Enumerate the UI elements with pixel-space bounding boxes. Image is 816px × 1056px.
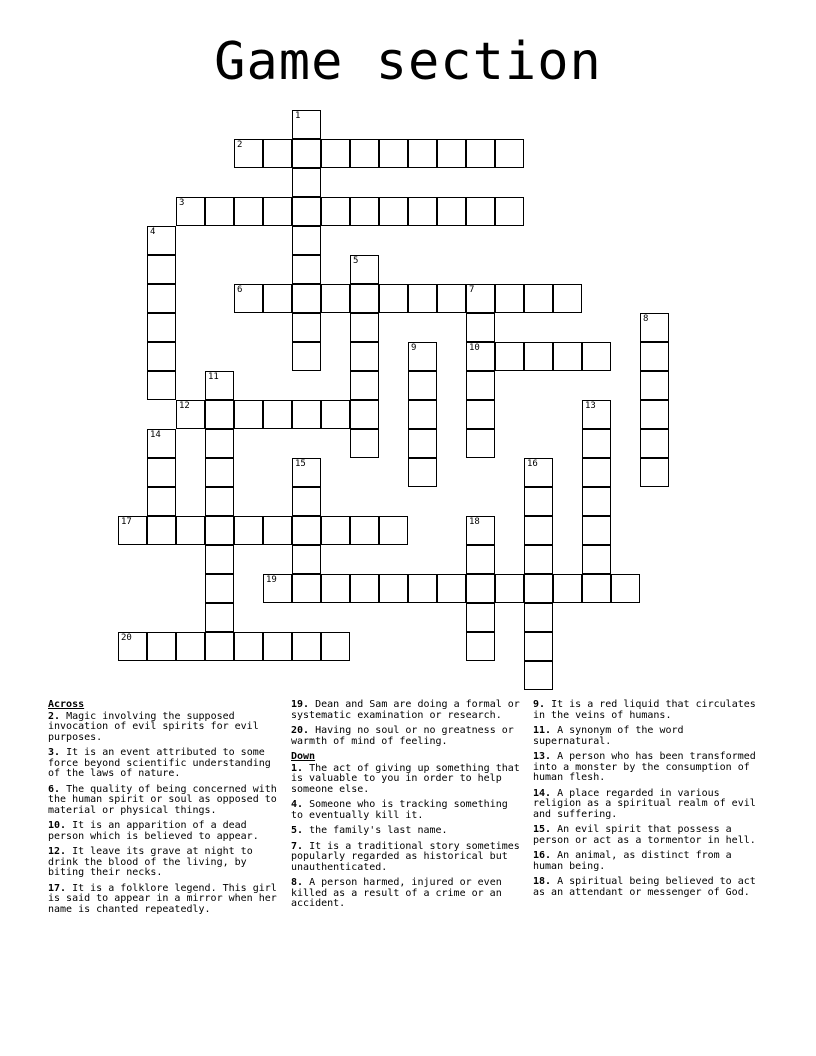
grid-cell[interactable] (205, 574, 234, 603)
grid-cell[interactable] (205, 487, 234, 516)
clue-number: 3. (48, 747, 61, 758)
clue-text: Someone who is tracking something to eventually kill it. (291, 799, 508, 821)
clue-item (533, 700, 765, 721)
grid-cell[interactable] (379, 197, 408, 226)
clue-text: It is a traditional story sometimes popularly regarded as historical but unauthenticated. (291, 840, 520, 873)
grid-cell[interactable] (408, 342, 437, 371)
grid-cell[interactable] (524, 545, 553, 574)
clue-item (291, 764, 521, 796)
down-heading: Down (291, 751, 316, 762)
cell-number: 20 (121, 633, 132, 643)
clue-text: the family's last name. (309, 825, 448, 836)
grid-cell[interactable] (495, 284, 524, 313)
grid-cell[interactable] (495, 139, 524, 168)
grid-cell[interactable] (321, 574, 350, 603)
grid-cell[interactable] (205, 400, 234, 429)
grid-cell[interactable] (292, 545, 321, 574)
clue-item (291, 700, 521, 721)
clue-text: A spiritual being believed to act as an attendant or messenger of God. (533, 876, 756, 898)
cell-number: 11 (208, 372, 219, 382)
grid-cell[interactable] (292, 168, 321, 197)
clue-text: A person who has been transformed into a monster by the consumption of human flesh. (533, 751, 756, 783)
grid-cell[interactable] (466, 400, 495, 429)
cell-number: 10 (469, 343, 480, 353)
grid-cell[interactable] (350, 255, 379, 284)
grid-cell[interactable] (321, 284, 350, 313)
grid-cell[interactable] (466, 516, 495, 545)
grid-cell[interactable] (147, 516, 176, 545)
grid-cell[interactable] (176, 197, 205, 226)
grid-cell[interactable] (350, 574, 379, 603)
grid-cell[interactable] (350, 400, 379, 429)
grid-cell[interactable] (524, 458, 553, 487)
grid-cell[interactable] (640, 313, 669, 342)
clue-text: Dean and Sam are doing a formal or systematic examination or research. (291, 699, 520, 721)
clue-number: 11. (533, 725, 552, 736)
clue-text: It is a red liquid that circulates in the veins of humans. (533, 699, 756, 721)
grid-cell[interactable] (321, 400, 350, 429)
clue-number: 7. (291, 840, 304, 852)
cell-number: 5 (353, 256, 359, 266)
grid-cell[interactable] (263, 516, 292, 545)
grid-cell[interactable] (147, 429, 176, 458)
grid-cell[interactable] (524, 516, 553, 545)
clue-item (533, 789, 765, 821)
grid-cell[interactable] (350, 371, 379, 400)
clue-item (533, 825, 765, 846)
grid-cell[interactable] (582, 429, 611, 458)
grid-cell[interactable] (379, 574, 408, 603)
grid-cell[interactable] (292, 197, 321, 226)
clue-item (291, 826, 521, 837)
grid-cell[interactable] (524, 284, 553, 313)
grid-cell[interactable] (640, 400, 669, 429)
grid-cell[interactable] (350, 139, 379, 168)
grid-cell[interactable] (205, 197, 234, 226)
clue-item (291, 800, 521, 821)
clue-text: A place regarded in various religion as a spiritual realm of evil and suffering. (533, 787, 756, 820)
clue-text: An animal, as distinct from a human being. (533, 850, 732, 872)
grid-cell[interactable] (147, 284, 176, 313)
cell-number: 6 (237, 285, 243, 295)
grid-cell[interactable] (234, 400, 263, 429)
grid-cell[interactable] (234, 284, 263, 313)
cell-number: 17 (121, 517, 132, 527)
cell-number: 12 (179, 401, 190, 411)
grid-cell[interactable] (263, 574, 292, 603)
clue-item (533, 877, 765, 898)
grid-cell[interactable] (147, 458, 176, 487)
grid-cell[interactable] (118, 632, 147, 661)
cell-number: 9 (411, 343, 417, 353)
grid-cell[interactable] (205, 429, 234, 458)
clue-item (48, 785, 280, 817)
grid-cell[interactable] (437, 284, 466, 313)
grid-cell[interactable] (582, 516, 611, 545)
clue-number: 20. (291, 725, 310, 736)
grid-cell[interactable] (321, 632, 350, 661)
grid-cell[interactable] (379, 284, 408, 313)
clue-item (291, 842, 521, 874)
clue-number: 8. (291, 877, 304, 888)
grid-cell[interactable] (640, 342, 669, 371)
grid-cell[interactable] (553, 342, 582, 371)
grid-cell[interactable] (176, 516, 205, 545)
clue-number: 16. (533, 850, 552, 861)
grid-cell[interactable] (292, 632, 321, 661)
grid-cell[interactable] (292, 342, 321, 371)
grid-cell[interactable] (147, 487, 176, 516)
grid-cell[interactable] (466, 545, 495, 574)
clues-column-2 (291, 700, 521, 915)
grid-cell[interactable] (205, 603, 234, 632)
grid-cell[interactable] (408, 284, 437, 313)
clue-item (48, 884, 280, 916)
grid-cell[interactable] (350, 516, 379, 545)
grid-cell[interactable] (321, 197, 350, 226)
grid-cell[interactable] (350, 197, 379, 226)
grid-cell[interactable] (611, 574, 640, 603)
grid-cell[interactable] (263, 632, 292, 661)
grid-cell[interactable] (147, 255, 176, 284)
grid-cell[interactable] (147, 226, 176, 255)
clue-number: 1. (291, 762, 304, 774)
across-heading: Across (48, 699, 85, 710)
grid-cell[interactable] (350, 342, 379, 371)
cell-number: 13 (585, 401, 596, 411)
cell-number: 8 (643, 314, 649, 324)
clue-text: A synonym of the word supernatural. (533, 725, 684, 747)
grid-cell[interactable] (466, 139, 495, 168)
grid-cell[interactable] (640, 371, 669, 400)
grid-cell[interactable] (524, 342, 553, 371)
grid-cell[interactable] (466, 342, 495, 371)
cell-number: 3 (179, 198, 185, 208)
grid-cell[interactable] (147, 313, 176, 342)
clue-number: 13. (533, 751, 552, 762)
clue-number: 6. (48, 783, 61, 795)
clue-text: An evil spirit that possess a person or act as a tormentor in hell. (533, 824, 756, 846)
grid-cell[interactable] (408, 197, 437, 226)
grid-cell[interactable] (292, 487, 321, 516)
grid-cell[interactable] (292, 574, 321, 603)
clue-text: Having no soul or no greatness or warmth of mind of feeling. (291, 725, 514, 747)
cell-number: 2 (237, 140, 243, 150)
clue-number: 5. (291, 825, 304, 836)
grid-cell[interactable] (524, 603, 553, 632)
clue-item (533, 726, 765, 747)
grid-cell[interactable] (408, 139, 437, 168)
grid-cell[interactable] (321, 516, 350, 545)
grid-cell[interactable] (263, 284, 292, 313)
grid-cell[interactable] (582, 545, 611, 574)
grid-cell[interactable] (466, 197, 495, 226)
grid-cell[interactable] (292, 313, 321, 342)
grid-cell[interactable] (495, 342, 524, 371)
clue-text: It is an event attributed to some force beyond scientific understanding of the laws of nature. (48, 747, 271, 779)
grid-cell[interactable] (205, 516, 234, 545)
grid-cell[interactable] (553, 284, 582, 313)
grid-cell[interactable] (292, 284, 321, 313)
grid-cell[interactable] (263, 400, 292, 429)
clue-text: Magic involving the supposed invocation of evil spirits for evil purposes. (48, 710, 259, 743)
grid-cell[interactable] (176, 400, 205, 429)
grid-cell[interactable] (524, 574, 553, 603)
grid-cell[interactable] (437, 139, 466, 168)
grid-cell[interactable] (292, 110, 321, 139)
clue-item (291, 878, 521, 910)
grid-cell[interactable] (234, 516, 263, 545)
grid-cell[interactable] (582, 342, 611, 371)
grid-cell[interactable] (234, 197, 263, 226)
clue-item (533, 752, 765, 784)
grid-cell[interactable] (524, 487, 553, 516)
clue-number: 17. (48, 882, 67, 894)
grid-cell[interactable] (292, 400, 321, 429)
clue-item (48, 748, 280, 780)
clue-number: 9. (533, 699, 546, 710)
clue-number: 15. (533, 824, 552, 835)
grid-cell[interactable] (466, 313, 495, 342)
grid-cell[interactable] (234, 632, 263, 661)
clue-item (48, 847, 280, 879)
grid-cell[interactable] (292, 255, 321, 284)
grid-cell[interactable] (466, 284, 495, 313)
clue-number: 10. (48, 820, 67, 831)
grid-cell[interactable] (350, 313, 379, 342)
grid-cell[interactable] (582, 400, 611, 429)
clue-number: 12. (48, 846, 67, 857)
grid-cell[interactable] (205, 458, 234, 487)
grid-cell[interactable] (292, 226, 321, 255)
grid-cell[interactable] (437, 574, 466, 603)
clue-text: It leave its grave at night to drink the blood of the living, by biting their necks. (48, 846, 253, 878)
grid-cell[interactable] (176, 632, 205, 661)
grid-cell[interactable] (408, 400, 437, 429)
clue-number: 14. (533, 787, 552, 799)
grid-cell[interactable] (147, 342, 176, 371)
grid-cell[interactable] (118, 516, 147, 545)
grid-cell[interactable] (263, 139, 292, 168)
grid-cell[interactable] (495, 574, 524, 603)
grid-cell[interactable] (205, 371, 234, 400)
grid-cell[interactable] (147, 371, 176, 400)
grid-cell[interactable] (408, 458, 437, 487)
clue-text: A person harmed, injured or even killed as a result of a crime or an accident. (291, 877, 502, 909)
cell-number: 14 (150, 430, 161, 440)
cell-number: 15 (295, 459, 306, 469)
clue-text: The act of giving up something that is valuable to you in order to help someone else. (291, 762, 520, 795)
grid-cell[interactable] (582, 458, 611, 487)
clue-text: It is an apparition of a dead person which is believed to appear. (48, 820, 259, 842)
grid-cell[interactable] (234, 139, 263, 168)
grid-cell[interactable] (147, 632, 176, 661)
grid-cell[interactable] (524, 661, 553, 690)
grid-cell[interactable] (205, 545, 234, 574)
clue-item (291, 726, 521, 747)
clue-text: The quality of being concerned with the human spirit or soul as opposed to material or physical things. (48, 783, 277, 816)
clue-text: It is a folklore legend. This girl is said to appear in a mirror when her name is chanted repeatedly. (48, 882, 277, 915)
clue-item (48, 821, 280, 842)
grid-cell[interactable] (466, 603, 495, 632)
clues-column-3 (533, 700, 765, 903)
cell-number: 1 (295, 111, 301, 121)
cell-number: 16 (527, 459, 538, 469)
clue-number: 19. (291, 699, 310, 710)
grid-cell[interactable] (408, 429, 437, 458)
cell-number: 7 (469, 285, 475, 295)
clue-item (48, 712, 280, 744)
cell-number: 19 (266, 575, 277, 585)
grid-cell[interactable] (408, 574, 437, 603)
grid-cell[interactable] (292, 516, 321, 545)
grid-cell[interactable] (205, 632, 234, 661)
grid-cell[interactable] (582, 574, 611, 603)
grid-cell[interactable] (292, 458, 321, 487)
clue-number: 18. (533, 876, 552, 887)
grid-cell[interactable] (553, 574, 582, 603)
cell-number: 18 (469, 517, 480, 527)
clues-column-1 (48, 700, 280, 920)
clue-number: 2. (48, 710, 61, 722)
grid-cell[interactable] (466, 429, 495, 458)
grid-cell[interactable] (350, 429, 379, 458)
grid-cell[interactable] (437, 197, 466, 226)
grid-cell[interactable] (466, 371, 495, 400)
grid-cell[interactable] (640, 429, 669, 458)
page-title: Game section (214, 32, 602, 92)
grid-cell[interactable] (379, 516, 408, 545)
grid-cell[interactable] (350, 284, 379, 313)
grid-cell[interactable] (495, 197, 524, 226)
grid-cell[interactable] (321, 139, 350, 168)
clue-number: 4. (291, 799, 304, 810)
grid-cell[interactable] (640, 458, 669, 487)
grid-cell[interactable] (466, 574, 495, 603)
grid-cell[interactable] (466, 632, 495, 661)
grid-cell[interactable] (292, 139, 321, 168)
cell-number: 4 (150, 227, 156, 237)
grid-cell[interactable] (582, 487, 611, 516)
grid-cell[interactable] (408, 371, 437, 400)
grid-cell[interactable] (379, 139, 408, 168)
grid-cell[interactable] (263, 197, 292, 226)
clue-item (533, 851, 765, 872)
grid-cell[interactable] (524, 632, 553, 661)
